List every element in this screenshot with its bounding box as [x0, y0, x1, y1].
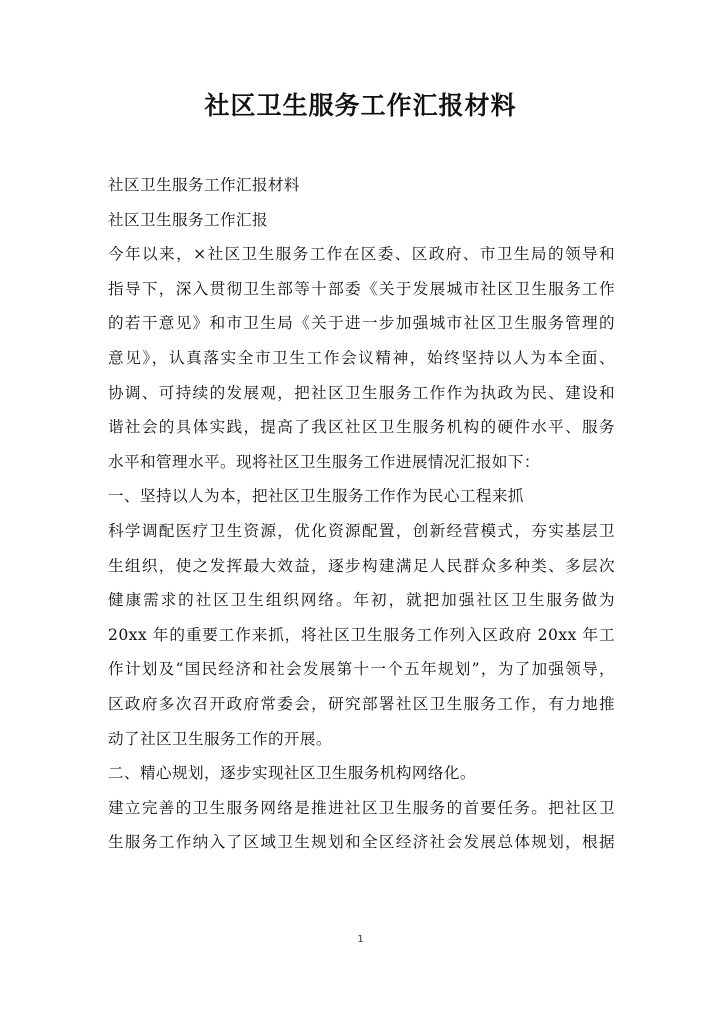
text-line: 指导下，深入贯彻卫生部等十部委《关于发展城市社区卫生服务工作	[108, 279, 615, 298]
text-line: 20xx 年的重要工作来抓，将社区卫生服务工作列入区政府 20xx 年工	[108, 625, 615, 644]
text-line: 协调、可持续的发展观，把社区卫生服务工作作为执政为民、建设和	[108, 383, 615, 402]
text-line: 科学调配医疗卫生资源，优化资源配置，创新经营模式，夯实基层卫	[108, 521, 615, 540]
document-title: 社区卫生服务工作汇报材料	[204, 91, 517, 120]
text-line: 社区卫生服务工作汇报	[108, 210, 268, 229]
text-line: 意见》，认真落实全市卫生工作会议精神，始终坚持以人为本全面、	[108, 348, 615, 367]
text-line: 区政府多次召开政府常委会，研究部署社区卫生服务工作，有力地推	[108, 694, 615, 713]
text-line: 作计划及“国民经济和社会发展第十一个五年规划”，为了加强领导，	[108, 660, 615, 679]
text-line: 健康需求的社区卫生组织网络。年初，就把加强社区卫生服务做为	[108, 591, 615, 610]
page-number: 1	[357, 934, 364, 945]
text-line: 生组织，使之发挥最大效益，逐步构建满足人民群众多种类、多层次	[108, 556, 615, 575]
text-line: 建立完善的卫生服务网络是推进社区卫生服务的首要任务。把社区卫	[108, 798, 615, 817]
document-body	[108, 168, 615, 860]
text-line: 一、坚持以人为本，把社区卫生服务工作作为民心工程来抓	[108, 487, 524, 506]
text-line: 水平和管理水平。现将社区卫生服务工作进展情况汇报如下：	[108, 452, 540, 471]
text-line: 动了社区卫生服务工作的开展。	[108, 729, 332, 748]
text-line: 的若干意见》和市卫生局《关于进一步加强城市社区卫生服务管理的	[108, 314, 615, 333]
text-line: 生服务工作纳入了区域卫生规划和全区经济社会发展总体规划，根据	[108, 833, 615, 852]
text-line: 谐社会的具体实践，提高了我区社区卫生服务机构的硬件水平、服务	[108, 418, 615, 437]
text-line: 今年以来，×社区卫生服务工作在区委、区政府、市卫生局的领导和	[108, 245, 615, 264]
text-line: 社区卫生服务工作汇报材料	[108, 176, 300, 194]
text-line: 二、精心规划，逐步实现社区卫生服务机构网络化。	[108, 764, 476, 783]
